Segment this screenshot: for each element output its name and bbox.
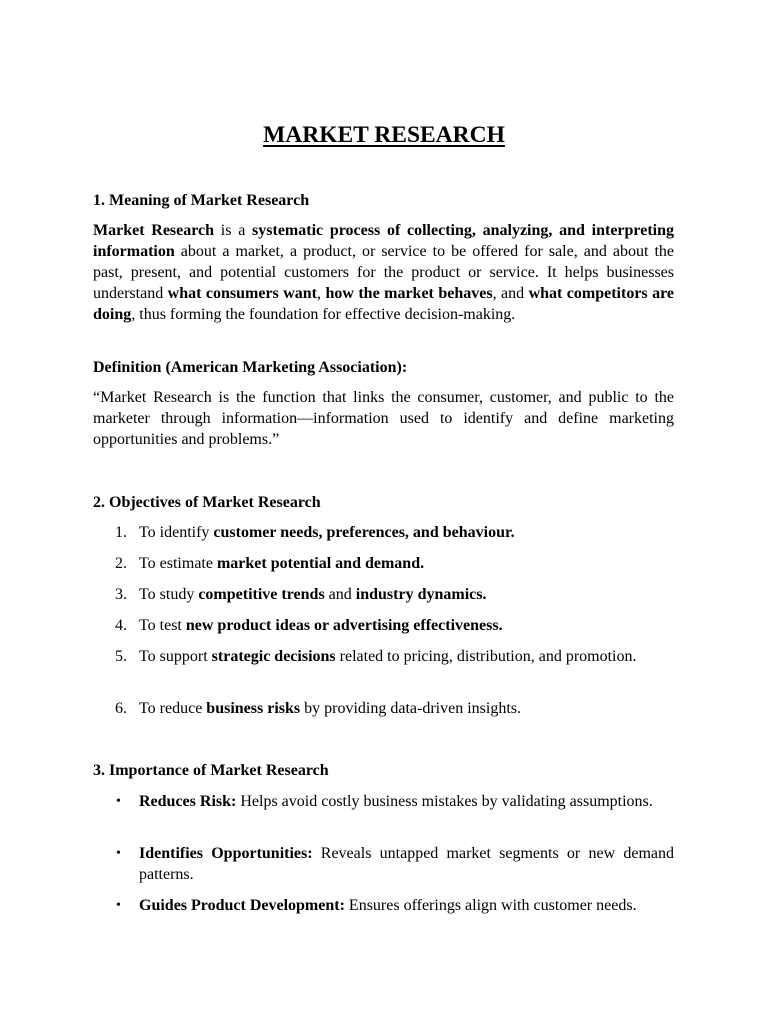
text-run: Reveals untapped market segments or new demand patterns.: [139, 845, 674, 883]
section-2-heading: 2. Objectives of Market Research: [93, 494, 321, 511]
bold-text: new product ideas or advertising effectiveness.: [185, 617, 503, 634]
bold-text: business risks: [206, 700, 301, 717]
list-number: 5.: [115, 648, 127, 665]
document-title: MARKET RESEARCH: [263, 122, 505, 148]
bold-text: competitive trends: [198, 586, 325, 603]
list-number: 4.: [115, 617, 127, 634]
text-run: Ensures offerings align with customer needs.: [344, 897, 637, 914]
section-1-paragraph: [93, 220, 674, 325]
text-run: and: [324, 586, 356, 603]
text-run: is a: [214, 222, 253, 239]
bold-text: Identifies Opportunities:: [139, 845, 313, 862]
bullet-icon: •: [116, 846, 121, 861]
text-run: , thus forming the foundation for effective decision-making.: [131, 306, 516, 323]
bold-text: strategic decisions: [211, 648, 336, 665]
objective-item: [93, 698, 674, 719]
text-run: about a market, a product, or service to be offered for sale, and about the past, present, and potential customers for the product or service. It helps businesses understand: [93, 243, 674, 302]
section-3-heading: 3. Importance of Market Research: [93, 762, 329, 779]
text-run: by providing data-driven insights.: [300, 700, 521, 717]
text-run: To identify: [139, 524, 214, 541]
importance-item: [93, 895, 674, 916]
bold-text: Guides Product Development:: [139, 897, 345, 914]
list-number: 6.: [115, 700, 127, 717]
bold-text: what competitors are doing: [93, 285, 675, 323]
bullet-icon: •: [116, 898, 121, 913]
text-run: To reduce: [139, 700, 207, 717]
definition-quote: “Market Research is the function that links the consumer, customer, and public to the marketer through information—information used to identify and define marketing opportunities and problems.”: [93, 389, 674, 448]
bold-text: how the market behaves: [325, 285, 493, 302]
objective-text: [139, 555, 424, 572]
list-number: 3.: [115, 586, 127, 603]
bold-text: industry dynamics.: [355, 586, 487, 603]
text-run: To support: [139, 648, 212, 665]
objective-text: [139, 524, 515, 541]
bold-text: Market Research: [93, 222, 215, 239]
bold-text: Reduces Risk:: [139, 793, 237, 810]
text-run: ,: [317, 285, 326, 302]
list-number: 2.: [115, 555, 127, 572]
bold-text: customer needs, preferences, and behaviour.: [213, 524, 515, 541]
text-run: , and: [492, 285, 529, 302]
objective-text: [139, 648, 636, 665]
bullet-icon: •: [116, 794, 121, 809]
objective-item: [93, 646, 674, 667]
objective-item: [93, 584, 674, 605]
objective-text: [139, 617, 503, 634]
objective-item: [93, 553, 674, 574]
importance-item: [93, 791, 674, 812]
bold-text: what consumers want: [167, 285, 317, 302]
importance-text: [139, 897, 637, 914]
list-number: 1.: [115, 524, 127, 541]
objective-text: [139, 700, 521, 717]
text-run: related to pricing, distribution, and promotion.: [335, 648, 637, 665]
text-run: To study: [139, 586, 199, 603]
text-run: To test: [139, 617, 186, 634]
objective-item: [93, 615, 674, 636]
section-1-heading: 1. Meaning of Market Research: [93, 192, 310, 209]
bold-text: systematic process of collecting, analyzing, and interpreting information: [93, 222, 675, 260]
importance-text: [139, 793, 653, 810]
importance-item: [93, 843, 674, 885]
text-run: Helps avoid costly business mistakes by validating assumptions.: [236, 793, 653, 810]
text-run: To estimate: [139, 555, 217, 572]
objective-text: [139, 586, 486, 603]
definition-heading: Definition (American Marketing Association):: [93, 359, 408, 376]
objective-item: [93, 522, 674, 543]
bold-text: market potential and demand.: [216, 555, 425, 572]
importance-text: [139, 845, 674, 883]
